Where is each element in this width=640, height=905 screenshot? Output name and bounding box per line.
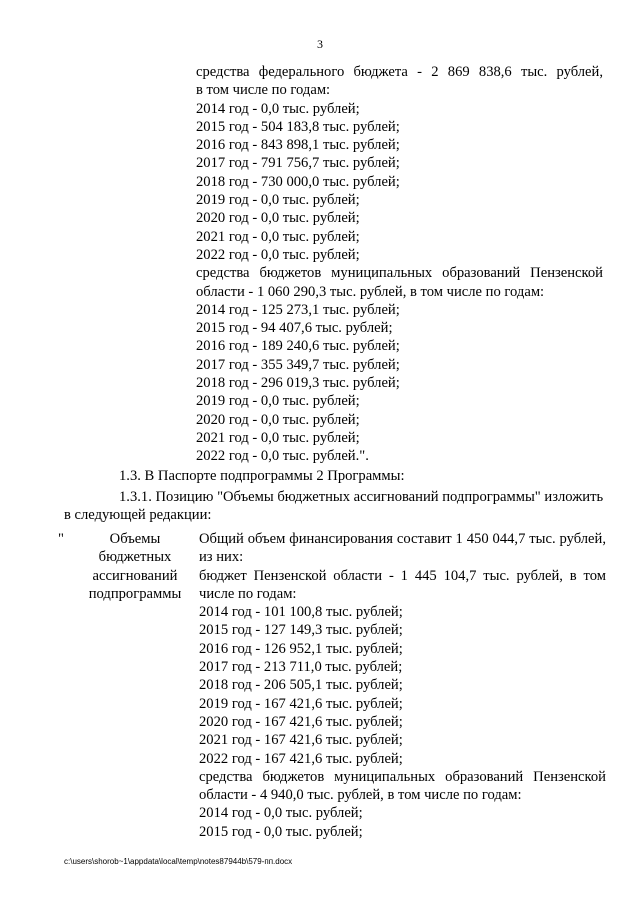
municipal-year-line: 2015 год - 94 407,6 тыс. рублей; (196, 320, 393, 337)
regional-year-line: 2020 год - 167 421,6 тыс. рублей; (199, 713, 403, 730)
section-heading: 1.3. В Паспорте подпрограммы 2 Программы: (119, 468, 405, 484)
municipal-budget-intro: средства бюджетов муниципальных образований Пензенской (196, 265, 603, 282)
footer-file-path: c:\users\shorob~1\appdata\local\temp\notes87944b\579-пп.docx (64, 857, 293, 866)
table-row-label (70, 530, 200, 603)
federal-year-line: 2019 год - 0,0 тыс. рублей; (196, 192, 360, 209)
municipal-year-line: 2022 год - 0,0 тыс. рублей.". (196, 448, 369, 465)
regional-year-line: 2015 год - 127 149,3 тыс. рублей; (199, 622, 403, 639)
federal-year-line: 2020 год - 0,0 тыс. рублей; (196, 210, 360, 227)
federal-year-line: 2018 год - 730 000,0 тыс. рублей; (196, 173, 400, 190)
regional-year-line: 2022 год - 167 421,6 тыс. рублей; (199, 750, 403, 767)
municipal-budget-intro-cont: области - 1 060 290,3 тыс. рублей, в том числе по годам: (196, 283, 545, 300)
federal-year-line: 2015 год - 504 183,8 тыс. рублей; (196, 118, 400, 135)
municipal-year-line: 2019 год - 0,0 тыс. рублей; (196, 393, 360, 410)
regional-budget-line: бюджет Пензенской области - 1 445 104,7 тыс. рублей, в том (199, 567, 606, 584)
label-line: Объемы (109, 531, 161, 547)
regional-year-line: 2018 год - 206 505,1 тыс. рублей; (199, 677, 403, 694)
federal-budget-intro-cont: в том числе по годам: (196, 82, 331, 99)
regional-year-line: 2016 год - 126 952,1 тыс. рублей; (199, 640, 403, 657)
table-row-content (199, 530, 606, 841)
regional-year-line: 2017 год - 213 711,0 тыс. рублей; (199, 659, 403, 676)
municipal-year-line: 2014 год - 125 273,1 тыс. рублей; (196, 301, 400, 318)
federal-year-line: 2014 год - 0,0 тыс. рублей; (196, 100, 360, 117)
municipal-budget-line: средства бюджетов муниципальных образований Пензенской (199, 768, 606, 785)
municipal-year-line: 2014 год - 0,0 тыс. рублей; (199, 805, 363, 822)
municipal-year-line: 2020 год - 0,0 тыс. рублей; (196, 411, 360, 428)
municipal-budget-cont: области - 4 940,0 тыс. рублей, в том числе по годам: (199, 787, 522, 804)
federal-budget-intro: средства федерального бюджета - 2 869 838,6 тыс. рублей, (196, 64, 603, 80)
subsection-instruction-cont: в следующей редакции: (64, 507, 212, 523)
regional-budget-cont: числе по годам: (199, 585, 297, 602)
federal-year-line: 2022 год - 0,0 тыс. рублей; (196, 246, 360, 263)
label-line: ассигнований (92, 567, 178, 584)
federal-year-line: 2021 год - 0,0 тыс. рублей; (196, 228, 360, 245)
municipal-year-line: 2021 год - 0,0 тыс. рублей; (196, 429, 360, 446)
opening-quote: " (58, 531, 64, 547)
regional-year-line: 2019 год - 167 421,6 тыс. рублей; (199, 695, 403, 712)
municipal-year-line: 2018 год - 296 019,3 тыс. рублей; (196, 375, 400, 392)
municipal-year-line: 2017 год - 355 349,7 тыс. рублей; (196, 356, 400, 373)
federal-year-line: 2016 год - 843 898,1 тыс. рублей; (196, 137, 400, 154)
federal-budget-block (196, 63, 603, 466)
regional-year-line: 2014 год - 101 100,8 тыс. рублей; (199, 604, 403, 621)
municipal-year-line: 2015 год - 0,0 тыс. рублей; (199, 823, 363, 840)
total-financing-cont: из них: (199, 549, 244, 566)
label-line: бюджетных (98, 549, 172, 566)
page-number: 3 (317, 37, 323, 51)
municipal-year-line: 2016 год - 189 240,6 тыс. рублей; (196, 338, 400, 355)
label-line: подпрограммы (88, 585, 182, 602)
total-financing-line: Общий объем финансирования составит 1 450 044,7 тыс. рублей, (199, 531, 606, 547)
federal-year-line: 2017 год - 791 756,7 тыс. рублей; (196, 155, 400, 172)
regional-year-line: 2021 год - 167 421,6 тыс. рублей; (199, 732, 403, 749)
subsection-instruction: 1.3.1. Позицию "Объемы бюджетных ассигнований подпрограммы" изложить (119, 489, 604, 505)
